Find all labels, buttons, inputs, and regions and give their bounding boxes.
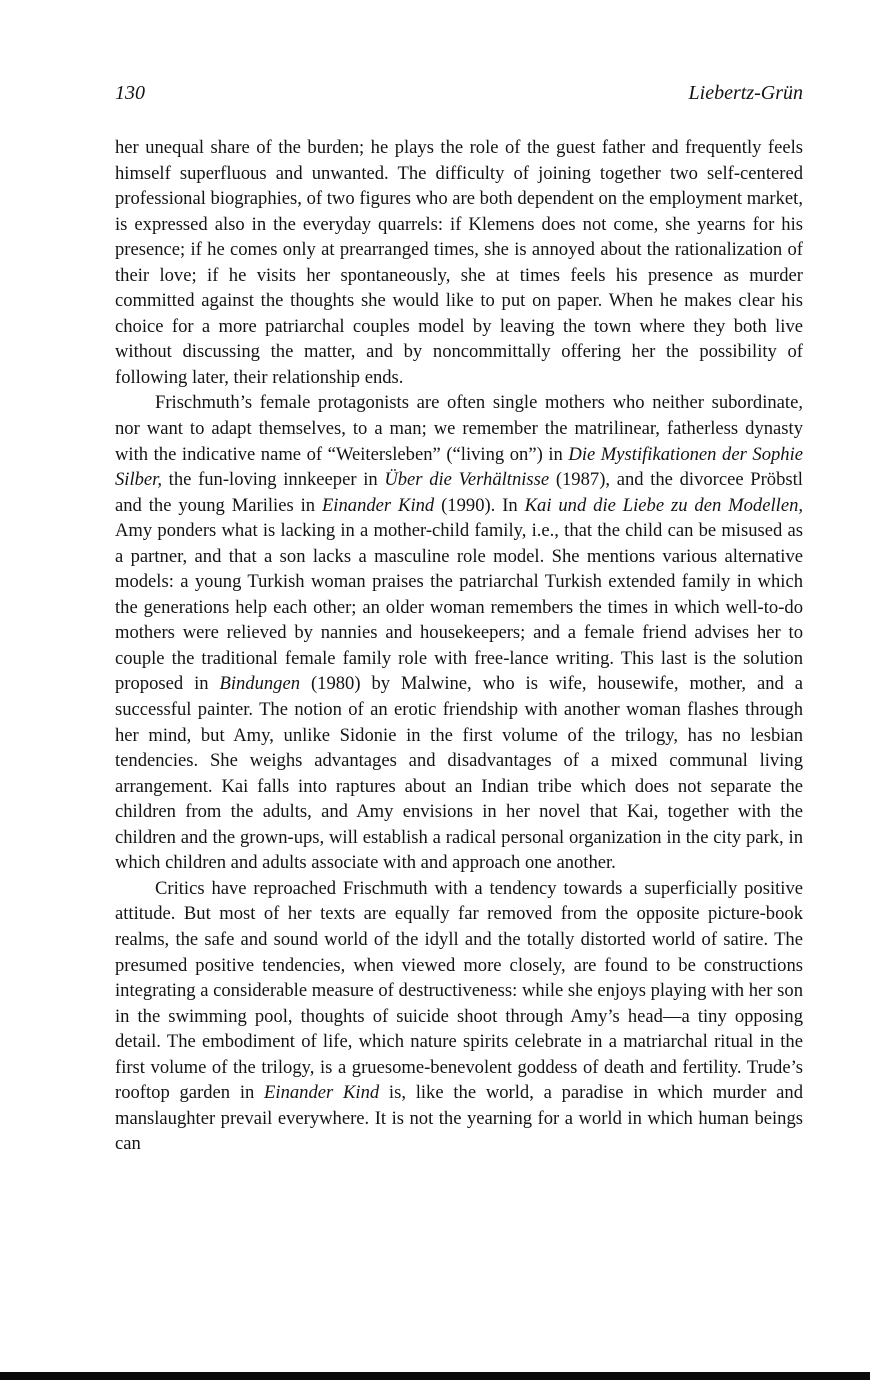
- paragraph: [115, 876, 803, 1157]
- page-header: [115, 82, 803, 112]
- italic-title: Bindungen: [219, 673, 301, 695]
- text-segment: is, like the world, a paradise in which murder and manslaughter prevail everywhere. It is not the yearning for a world in which human beings can: [115, 1082, 803, 1155]
- running-head: Liebertz-Grün: [688, 82, 803, 104]
- text-segment: (1990). In: [434, 494, 525, 516]
- paragraph: [115, 390, 803, 875]
- text-segment: the fun-loving innkeeper in: [162, 469, 385, 491]
- paragraph: [115, 135, 803, 390]
- text-segment: Frischmuth’s female protagonists are often single mothers who neither subordinate, nor want to adapt themselves, to a man; we remember the matrilinear, fatherless dynasty with the indicative name of “Weitersleben” (“living on”) in: [115, 392, 803, 465]
- text-segment: (1980) by Malwine, who is wife, housewife, mother, and a successful painter. The notion of an erotic friendship with another woman flashes through her mind, but Amy, unlike Sidonie in the first volume of the trilogy, has no lesbian tendencies. She weighs advantages and disadvantages of a mixed communal living arrangement. Kai falls into raptures about an Indian tribe which does not separate the children from the adults, and Amy envisions in her novel that Kai, together with the children and the grown-ups, will establish a radical personal organization in the city park, in which children and adults associate with and approach one another.: [115, 673, 803, 874]
- scan-edge-bar: [0, 1372, 870, 1380]
- italic-title: Einander Kind: [321, 494, 435, 516]
- page-number: 130: [115, 82, 145, 104]
- text-segment: Critics have reproached Frischmuth with a tendency towards a superficially positive attitude. But most of her texts are equally far removed from the opposite picture-book realms, the safe and sound world of the idyll and the totally distorted world of satire. The presumed positive tendencies, when viewed more closely, are found to be constructions integrating a considerable measure of destructiveness: while she enjoys playing with her son in the swimming pool, thoughts of suicide shoot through Amy’s head—a tiny opposing detail. The embodiment of life, which nature spirits celebrate in a matriarchal ritual in the first volume of the trilogy, is a gruesome-benevolent goddess of death and fertility. Trude’s rooftop garden in: [115, 877, 803, 1104]
- body-text: [115, 135, 803, 1157]
- text-segment: Amy ponders what is lacking in a mother-child family, i.e., that the child can be misused as a partner, and that a son lacks a masculine role model. She mentions various alternative models: a young Turkish woman praises the patriarchal Turkish extended family in which the generations help each other; an older woman remembers the times in which well-to-do mothers were relieved by nannies and housekeepers; and a female friend advises her to couple the traditional female family role with free-lance writing. This last is the solution proposed in: [115, 520, 803, 695]
- text-segment: her unequal share of the burden; he plays the role of the guest father and frequently feels himself superfluous and unwanted. The difficulty of joining together two self-centered professional biographies, of two figures who are both dependent on the employment market, is expressed also in the everyday quarrels: if Klemens does not come, she yearns for his presence; if he comes only at prearranged times, she is annoyed about the rationalization of their love; if he visits her spontaneously, she at times feels his presence as murder committed against the thoughts she would like to put on paper. When he makes clear his choice for a more patriarchal couples model by leaving the town where they both live without discussing the matter, and by noncommittally offering her the possibility of following later, their relationship ends.: [115, 137, 803, 388]
- italic-title: Kai und die Liebe zu den Modellen,: [524, 494, 804, 516]
- italic-title: Einander Kind: [264, 1082, 380, 1104]
- italic-title: Die Mystifikationen der Sophie Silber,: [115, 443, 803, 491]
- text-segment: (1987), and the divorcee Pröbstl and the young Marilies in: [115, 469, 803, 516]
- italic-title: Über die Verhältnisse: [384, 469, 550, 491]
